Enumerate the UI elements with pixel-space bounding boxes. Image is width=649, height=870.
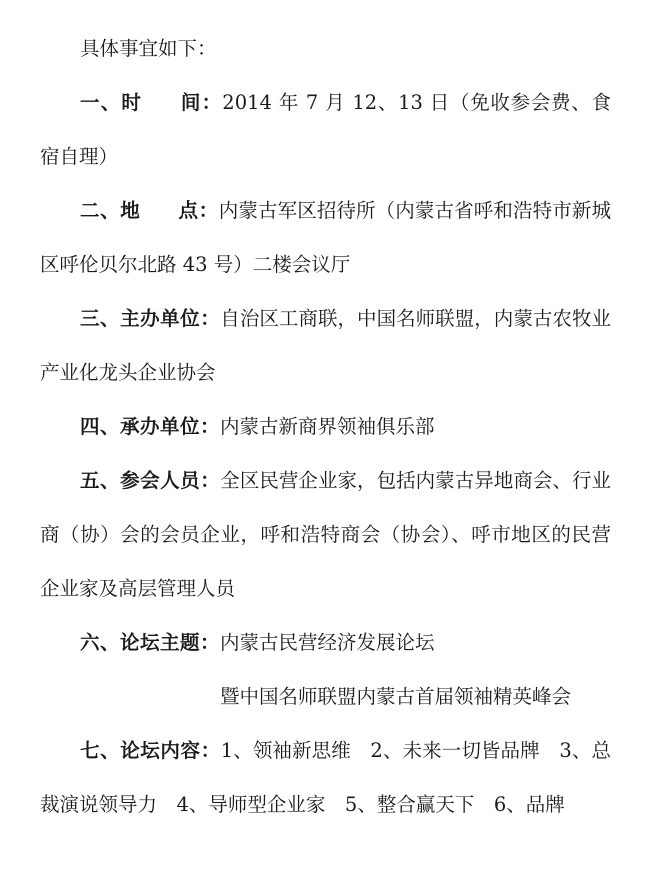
item-organizer — [40, 292, 611, 400]
item-attendees-text: 全区民营企业家，包括内蒙古异地商会、行业商（协）会的会员企业，呼和浩特商会（协会）、呼市地区的民营企业家及高层管理人员 — [40, 469, 611, 600]
item-time-colon: ： — [201, 91, 223, 114]
item-host-colon: ： — [200, 415, 221, 438]
item-theme-label: 六、论坛主题 — [80, 631, 201, 654]
item-content-text: 1、领袖新思维 2、未来一切皆品牌 3、总裁演说领导力 4、导师型企业家 5、整合赢天下 6、品牌 — [40, 739, 611, 816]
item-organizer-colon: ： — [200, 307, 221, 330]
item-place-label-tail: 点 — [178, 199, 199, 222]
item-host — [40, 400, 611, 454]
item-place-colon: ： — [198, 199, 219, 222]
item-organizer-text: 自治区工商联，中国名师联盟，内蒙古农牧业产业化龙头企业协会 — [40, 307, 611, 384]
item-theme-colon: ： — [200, 631, 221, 654]
theme-subtitle: 暨中国名师联盟内蒙古首届领袖精英峰会 — [220, 685, 572, 708]
item-theme-text: 内蒙古民营经济发展论坛 — [220, 631, 435, 654]
item-host-text: 内蒙古新商界领袖俱乐部 — [220, 415, 435, 438]
item-content — [40, 724, 611, 832]
item-place-text: 内蒙古军区招待所（内蒙古省呼和浩特市新城区呼伦贝尔北路 43 号）二楼会议厅 — [40, 199, 611, 276]
item-attendees-label: 五、参会人员 — [80, 469, 201, 492]
item-place — [40, 184, 611, 292]
item-attendees-colon: ： — [200, 469, 221, 492]
item-time-label: 一、时 — [80, 91, 143, 114]
item-host-label: 四、承办单位 — [80, 415, 201, 438]
item-theme — [40, 616, 611, 670]
document-body — [40, 22, 611, 832]
item-organizer-label: 三、主办单位 — [80, 307, 201, 330]
item-attendees — [40, 454, 611, 616]
item-content-label: 七、论坛内容 — [80, 739, 201, 762]
item-place-label: 二、地 — [80, 199, 141, 222]
item-time — [40, 76, 611, 184]
item-content-colon: ： — [200, 739, 221, 762]
item-time-text: 2014 年 7 月 12、13 日（免收参会费、食宿自理） — [40, 91, 611, 168]
item-time-label-tail: 间 — [180, 91, 202, 114]
intro-paragraph: 具体事宜如下： — [80, 37, 217, 60]
